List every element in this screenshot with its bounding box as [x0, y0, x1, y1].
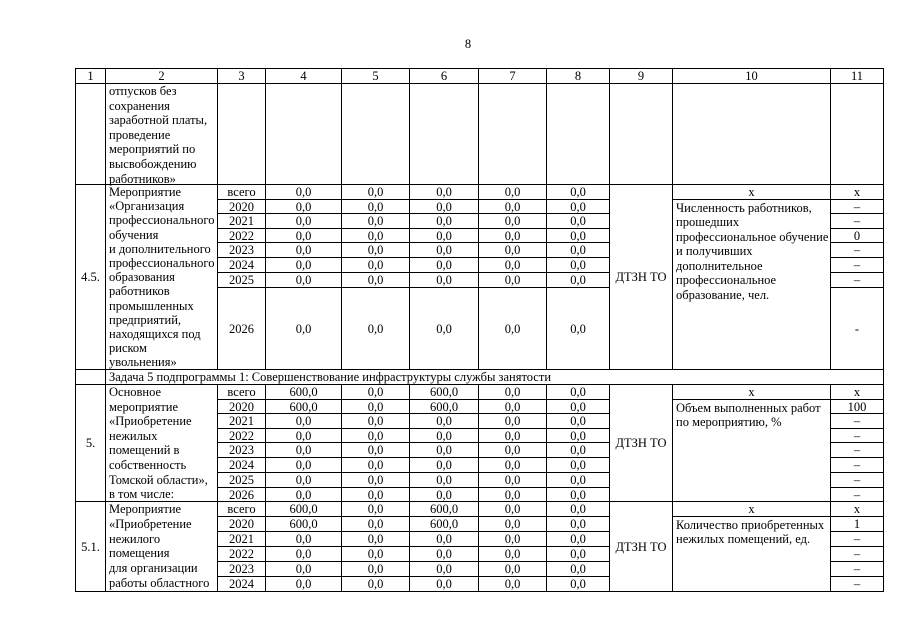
funding-value-cell: 0,0 [342, 414, 410, 429]
funding-value-cell: 0,0 [479, 502, 547, 517]
funding-value-cell: 0,0 [266, 414, 342, 429]
executor-cell: ДТЗН ТО [610, 385, 673, 502]
measure-name-cell [106, 502, 218, 592]
target-value-cell: – [831, 214, 884, 229]
indicator-name-line: Объем выполненных работ [676, 400, 821, 415]
empty-cell [342, 84, 410, 185]
measure-name-line: промышленных [109, 298, 194, 313]
indicator-name-line: нежилых помещений, ед. [676, 532, 811, 546]
year-cell: 2024 [218, 577, 266, 592]
funding-value-cell: 0,0 [410, 185, 479, 200]
empty-cell [547, 84, 610, 185]
funding-value-cell: 0,0 [479, 273, 547, 288]
year-cell: 2026 [218, 488, 266, 502]
measure-name-line: сохранения [109, 98, 170, 113]
funding-value-cell: 0,0 [266, 488, 342, 502]
funding-value-cell: 0,0 [266, 258, 342, 273]
measure-name-line: и дополнительного [109, 241, 211, 256]
funding-value-cell: 0,0 [547, 288, 610, 370]
measure-name-line: обучения [109, 227, 159, 242]
target-value-cell: – [831, 258, 884, 273]
funding-value-cell: 0,0 [342, 185, 410, 200]
measure-name-line: Мероприятие [109, 185, 182, 199]
target-value-cell: – [831, 200, 884, 214]
target-value-cell: – [831, 429, 884, 443]
indicator-name-line: профессиональное обучение [676, 229, 829, 244]
funding-value-cell: 0,0 [266, 429, 342, 443]
target-value-cell: – [831, 488, 884, 502]
measure-name-line: мероприятий по [109, 142, 196, 157]
measure-name-line: профессионального [109, 213, 215, 228]
funding-value-cell: 0,0 [342, 517, 410, 532]
indicator-name-cell [673, 400, 831, 502]
funding-value-cell: 0,0 [266, 243, 342, 258]
funding-value-cell: 0,0 [547, 185, 610, 200]
funding-value-cell: 0,0 [342, 473, 410, 488]
measure-name-line: Основное [109, 385, 162, 399]
funding-value-cell: 0,0 [266, 443, 342, 458]
funding-value-cell: 0,0 [266, 229, 342, 243]
indicator-name-cell [673, 517, 831, 592]
year-cell: 2023 [218, 243, 266, 258]
year-cell: 2021 [218, 532, 266, 547]
funding-value-cell: 0,0 [547, 577, 610, 592]
measure-name-line: собственность [109, 457, 187, 472]
funding-value-cell: 0,0 [266, 562, 342, 577]
funding-value-cell: 0,0 [266, 185, 342, 200]
target-value-cell: х [831, 502, 884, 517]
funding-value-cell: 0,0 [479, 414, 547, 429]
year-cell: 2020 [218, 200, 266, 214]
funding-value-cell: 0,0 [266, 273, 342, 288]
funding-value-cell: 0,0 [410, 443, 479, 458]
measure-name-line: мероприятие [109, 399, 179, 414]
column-number-header: 3 [218, 69, 266, 84]
funding-value-cell: 0,0 [342, 214, 410, 229]
funding-value-cell: 0,0 [479, 185, 547, 200]
funding-value-cell: 0,0 [479, 429, 547, 443]
measure-name-line: нежилого [109, 531, 161, 546]
empty-cell [410, 84, 479, 185]
funding-value-cell: 600,0 [266, 385, 342, 400]
funding-value-cell: 0,0 [342, 458, 410, 473]
target-value-cell: - [831, 288, 884, 370]
measure-number-cell: 4.5. [76, 185, 106, 370]
measure-name-line: «Приобретение [109, 414, 192, 429]
funding-value-cell: 600,0 [266, 400, 342, 414]
program-table [75, 68, 884, 592]
year-cell: 2025 [218, 473, 266, 488]
funding-value-cell: 600,0 [266, 502, 342, 517]
funding-value-cell: 0,0 [342, 577, 410, 592]
year-cell: всего [218, 502, 266, 517]
measure-name-line: нежилых [109, 428, 158, 443]
empty-cell [831, 84, 884, 185]
funding-value-cell: 0,0 [479, 443, 547, 458]
indicator-name-cell [673, 200, 831, 370]
target-value-cell: – [831, 273, 884, 288]
measure-number-cell [76, 84, 106, 185]
indicator-total-cell: х [673, 185, 831, 200]
year-cell: 2022 [218, 229, 266, 243]
funding-value-cell: 0,0 [479, 385, 547, 400]
indicator-name-line: образование, чел. [676, 287, 770, 302]
empty-cell [479, 84, 547, 185]
measure-name-line: Томской области», [109, 472, 208, 487]
funding-value-cell: 0,0 [479, 229, 547, 243]
funding-value-cell: 0,0 [547, 473, 610, 488]
funding-value-cell: 0,0 [410, 473, 479, 488]
task-heading: Задача 5 подпрограммы 1: Совершенствование инфраструктуры службы занятости [106, 370, 884, 385]
funding-value-cell: 0,0 [342, 229, 410, 243]
measure-name-line: Мероприятие [109, 502, 182, 516]
funding-value-cell: 0,0 [479, 214, 547, 229]
measure-name-line: высвобождению [109, 156, 197, 171]
indicator-name-line: дополнительное [676, 258, 763, 273]
measure-name-line: предприятий, [109, 312, 182, 327]
funding-value-cell: 0,0 [410, 214, 479, 229]
funding-value-cell: 0,0 [479, 200, 547, 214]
funding-value-cell: 0,0 [410, 547, 479, 562]
target-value-cell: – [831, 547, 884, 562]
measure-name-line: профессионального [109, 255, 215, 270]
target-value-cell: х [831, 185, 884, 200]
funding-value-cell: 0,0 [479, 473, 547, 488]
year-cell: 2024 [218, 458, 266, 473]
funding-value-cell: 0,0 [342, 488, 410, 502]
column-number-header: 5 [342, 69, 410, 84]
funding-value-cell: 0,0 [547, 385, 610, 400]
measure-name-line: помещения [109, 546, 170, 561]
funding-value-cell: 0,0 [342, 258, 410, 273]
funding-value-cell: 0,0 [266, 458, 342, 473]
funding-value-cell: 0,0 [479, 547, 547, 562]
target-value-cell: – [831, 443, 884, 458]
funding-value-cell: 600,0 [410, 400, 479, 414]
funding-value-cell: 0,0 [547, 562, 610, 577]
measure-name-line: помещений в [109, 443, 180, 458]
funding-value-cell: 0,0 [410, 458, 479, 473]
indicator-total-cell: х [673, 385, 831, 400]
empty-cell [218, 84, 266, 185]
measure-name-line: проведение [109, 127, 171, 142]
funding-value-cell: 0,0 [410, 532, 479, 547]
funding-value-cell: 0,0 [547, 243, 610, 258]
measure-name-line: «Организация [109, 199, 185, 214]
measure-name-line: риском [109, 341, 147, 356]
funding-value-cell: 0,0 [266, 473, 342, 488]
funding-value-cell: 0,0 [479, 562, 547, 577]
funding-value-cell: 0,0 [410, 229, 479, 243]
year-cell: 2025 [218, 273, 266, 288]
indicator-name-line: прошедших [676, 215, 740, 229]
funding-value-cell: 0,0 [342, 200, 410, 214]
year-cell: 2024 [218, 258, 266, 273]
funding-value-cell: 0,0 [266, 547, 342, 562]
funding-value-cell: 0,0 [547, 214, 610, 229]
funding-value-cell: 0,0 [410, 200, 479, 214]
indicator-total-cell: х [673, 502, 831, 517]
funding-value-cell: 0,0 [479, 532, 547, 547]
measure-name-cell [106, 385, 218, 502]
column-number-header: 1 [76, 69, 106, 84]
funding-value-cell: 0,0 [266, 200, 342, 214]
funding-value-cell: 600,0 [410, 502, 479, 517]
target-value-cell: – [831, 562, 884, 577]
funding-value-cell: 0,0 [479, 458, 547, 473]
measure-name-line: образования [109, 270, 175, 285]
funding-value-cell: 0,0 [342, 273, 410, 288]
funding-value-cell: 0,0 [547, 400, 610, 414]
funding-value-cell: 0,0 [342, 385, 410, 400]
measure-name-line: «Приобретение [109, 516, 192, 531]
year-cell: 2023 [218, 562, 266, 577]
empty-cell [266, 84, 342, 185]
funding-value-cell: 0,0 [547, 547, 610, 562]
funding-value-cell: 0,0 [410, 273, 479, 288]
funding-value-cell: 0,0 [479, 400, 547, 414]
target-value-cell: – [831, 473, 884, 488]
funding-value-cell: 0,0 [410, 562, 479, 577]
funding-value-cell: 0,0 [410, 488, 479, 502]
funding-value-cell: 0,0 [410, 429, 479, 443]
measure-name-line: отпусков без [109, 84, 177, 98]
page-number: 8 [464, 37, 472, 51]
task-number-cell [76, 370, 106, 385]
year-cell: всего [218, 185, 266, 200]
column-number-header: 4 [266, 69, 342, 84]
indicator-name-line: Численность работников, [676, 200, 812, 215]
funding-value-cell: 0,0 [342, 400, 410, 414]
funding-value-cell: 0,0 [266, 288, 342, 370]
measure-name-cell [106, 84, 218, 185]
empty-cell [610, 84, 673, 185]
target-value-cell: 0 [831, 229, 884, 243]
funding-value-cell: 0,0 [266, 577, 342, 592]
funding-value-cell: 0,0 [266, 214, 342, 229]
funding-value-cell: 0,0 [547, 258, 610, 273]
column-number-header: 9 [610, 69, 673, 84]
funding-value-cell: 0,0 [547, 229, 610, 243]
year-cell: 2026 [218, 288, 266, 370]
year-cell: 2021 [218, 214, 266, 229]
target-value-cell: – [831, 414, 884, 429]
funding-value-cell: 0,0 [342, 243, 410, 258]
funding-value-cell: 0,0 [342, 502, 410, 517]
column-number-header: 6 [410, 69, 479, 84]
target-value-cell: – [831, 458, 884, 473]
funding-value-cell: 0,0 [266, 532, 342, 547]
funding-value-cell: 0,0 [342, 443, 410, 458]
year-cell: 2021 [218, 414, 266, 429]
column-number-header: 10 [673, 69, 831, 84]
funding-value-cell: 0,0 [342, 429, 410, 443]
funding-value-cell: 0,0 [410, 243, 479, 258]
measure-name-line: для организации [109, 561, 198, 576]
funding-value-cell: 0,0 [410, 577, 479, 592]
target-value-cell: х [831, 385, 884, 400]
measure-name-line: находящихся под [109, 326, 201, 341]
target-value-cell: – [831, 577, 884, 592]
funding-value-cell: 0,0 [410, 258, 479, 273]
measure-name-line: работы областного [109, 575, 210, 590]
column-number-header: 2 [106, 69, 218, 84]
funding-value-cell: 0,0 [547, 443, 610, 458]
funding-value-cell: 0,0 [342, 532, 410, 547]
funding-value-cell: 0,0 [547, 458, 610, 473]
indicator-name-line: профессиональное [676, 273, 777, 287]
funding-value-cell: 0,0 [342, 547, 410, 562]
funding-value-cell: 0,0 [479, 517, 547, 532]
funding-value-cell: 0,0 [547, 273, 610, 288]
funding-value-cell: 0,0 [342, 288, 410, 370]
funding-value-cell: 600,0 [410, 385, 479, 400]
target-value-cell: – [831, 532, 884, 547]
measure-name-line: увольнения» [109, 355, 177, 370]
target-value-cell: – [831, 243, 884, 258]
funding-value-cell: 0,0 [410, 414, 479, 429]
funding-value-cell: 0,0 [479, 288, 547, 370]
funding-value-cell: 0,0 [547, 200, 610, 214]
funding-value-cell: 0,0 [547, 532, 610, 547]
funding-value-cell: 0,0 [479, 577, 547, 592]
target-value-cell: 1 [831, 517, 884, 532]
executor-cell: ДТЗН ТО [610, 502, 673, 592]
year-cell: 2023 [218, 443, 266, 458]
funding-value-cell: 0,0 [547, 502, 610, 517]
column-number-header: 7 [479, 69, 547, 84]
year-cell: 2022 [218, 429, 266, 443]
funding-value-cell: 600,0 [410, 517, 479, 532]
target-value-cell: 100 [831, 400, 884, 414]
measure-name-line: в том числе: [109, 487, 175, 502]
funding-value-cell: 600,0 [266, 517, 342, 532]
indicator-name-line: Количество приобретенных [676, 517, 825, 532]
indicator-name-line: и получивших [676, 244, 753, 258]
year-cell: 2020 [218, 400, 266, 414]
measure-number-cell: 5. [76, 385, 106, 502]
funding-value-cell: 0,0 [547, 429, 610, 443]
column-number-header: 11 [831, 69, 884, 84]
funding-value-cell: 0,0 [410, 288, 479, 370]
funding-value-cell: 0,0 [547, 488, 610, 502]
funding-value-cell: 0,0 [479, 243, 547, 258]
funding-value-cell: 0,0 [479, 258, 547, 273]
column-number-header: 8 [547, 69, 610, 84]
measure-name-line: заработной платы, [109, 113, 208, 128]
executor-cell: ДТЗН ТО [610, 185, 673, 370]
year-cell: 2020 [218, 517, 266, 532]
measure-number-cell: 5.1. [76, 502, 106, 592]
measure-name-line: работников» [109, 171, 176, 186]
measure-name-line: работников [109, 284, 170, 299]
year-cell: 2022 [218, 547, 266, 562]
year-cell: всего [218, 385, 266, 400]
funding-value-cell: 0,0 [342, 562, 410, 577]
empty-cell [673, 84, 831, 185]
funding-value-cell: 0,0 [479, 488, 547, 502]
indicator-name-line: по мероприятию, % [676, 415, 782, 429]
measure-name-cell [106, 185, 218, 370]
funding-value-cell: 0,0 [547, 517, 610, 532]
funding-value-cell: 0,0 [547, 414, 610, 429]
